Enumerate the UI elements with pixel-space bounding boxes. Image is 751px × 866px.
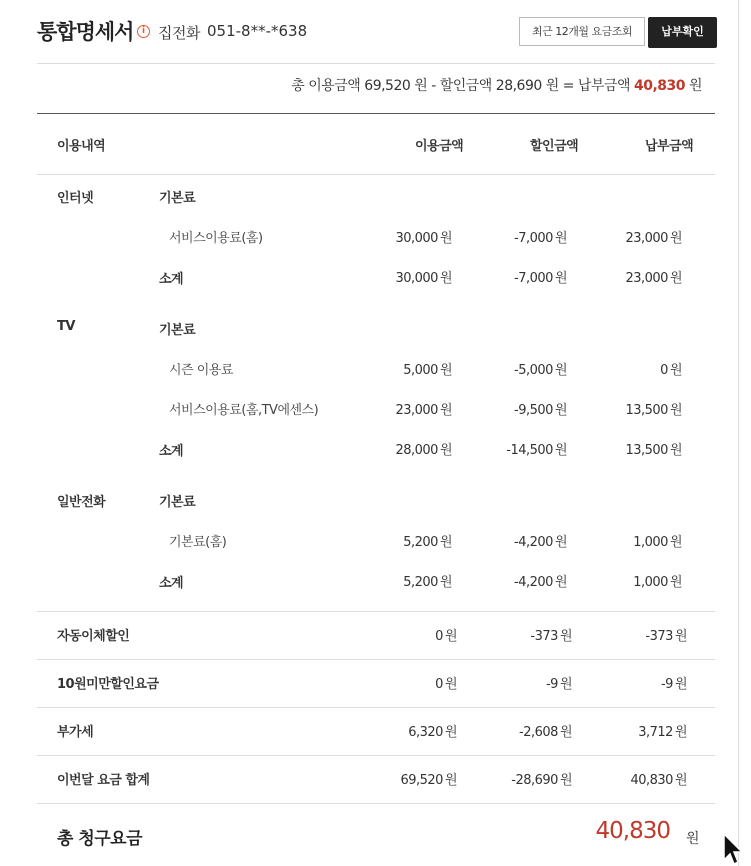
payment-amount-value: 1,000	[633, 535, 668, 550]
line-item-name: 시즌 이용료	[169, 363, 233, 378]
phone-type-label: 집전화	[158, 24, 200, 42]
group-label: 기본료	[159, 323, 196, 338]
payment-amount-value: -373	[645, 629, 673, 644]
subtotal-label: 소계	[159, 576, 184, 591]
usage-amount-value: 5,200	[403, 535, 438, 550]
phone-number: 051-8**-*638	[207, 22, 308, 40]
currency-unit: 원	[554, 271, 567, 286]
discount-amount	[546, 673, 572, 692]
grand-total-unit: 원	[686, 831, 700, 847]
currency-unit: 원	[669, 575, 682, 590]
currency-unit: 원	[444, 629, 457, 644]
discount-total-amount: 28,690	[495, 78, 542, 94]
currency-unit: 원	[559, 629, 572, 644]
payment-amount	[661, 673, 687, 692]
payment-amount	[633, 531, 682, 550]
payment-amount	[638, 721, 687, 740]
usage-amount-value: 69,520	[400, 773, 443, 788]
divider	[37, 174, 715, 175]
table-top-border	[37, 113, 715, 114]
subtotal-discount-value: -7,000	[514, 271, 553, 286]
currency-unit: 원	[669, 403, 682, 418]
currency-unit: 원	[439, 403, 452, 418]
subtotal-payment-value: 1,000	[633, 575, 668, 590]
group-label: 기본료	[159, 495, 196, 510]
category-label: 일반전화	[57, 495, 106, 510]
discount-amount	[514, 531, 567, 550]
divider	[37, 707, 715, 708]
discount-amount-value: -2,608	[519, 725, 558, 740]
usage-amount-value: 0	[435, 629, 443, 644]
col-header-usage: 이용금액	[415, 139, 464, 154]
statement-header	[37, 14, 715, 50]
minus-sign: -	[431, 78, 436, 94]
currency-unit: 원	[439, 535, 452, 550]
currency-unit: 원	[669, 363, 682, 378]
currency-unit: 원	[674, 677, 687, 692]
usage-total-label: 총 이용금액	[291, 78, 361, 94]
divider	[37, 659, 715, 660]
divider	[37, 63, 715, 64]
payment-confirm-button[interactable]: 납부확인	[648, 17, 717, 48]
payment-amount-value: 23,000	[625, 231, 668, 246]
subtotal-discount-value: -4,200	[514, 575, 553, 590]
discount-amount-value: -373	[530, 629, 558, 644]
currency-unit: 원	[559, 677, 572, 692]
payment-amount-value: 13,500	[625, 403, 668, 418]
currency-unit: 원	[674, 725, 687, 740]
amount-summary	[291, 75, 702, 95]
discount-amount	[530, 625, 572, 644]
line-item-name: 서비스이용료(홈,TV에센스)	[169, 403, 319, 418]
payment-amount	[645, 625, 687, 644]
currency-unit: 원	[669, 535, 682, 550]
usage-amount-value: 23,000	[395, 403, 438, 418]
usage-amount	[395, 399, 452, 418]
col-header-payment: 납부금액	[645, 139, 694, 154]
divider	[37, 755, 715, 756]
discount-amount	[514, 399, 567, 418]
divider	[37, 611, 715, 612]
payment-amount	[625, 399, 682, 418]
currency-unit: 원	[674, 629, 687, 644]
summary-row-label: 부가세	[57, 725, 94, 740]
summary-row-label: 10원미만할인요금	[57, 677, 159, 692]
subtotal-discount	[514, 571, 567, 590]
payment-amount-value: -9	[660, 677, 673, 692]
currency-unit: 원	[444, 725, 457, 740]
subtotal-payment	[633, 571, 682, 590]
grand-total-label: 총 청구요금	[57, 829, 143, 849]
grand-total-amount: 40,830	[595, 818, 670, 844]
currency-unit: 원	[559, 773, 572, 788]
usage-amount	[435, 625, 457, 644]
summary-row-label: 자동이체할인	[57, 629, 130, 644]
category-label: 인터넷	[57, 191, 94, 206]
discount-amount-value: -9	[545, 677, 558, 692]
currency-unit: 원	[545, 78, 559, 94]
currency-unit: 원	[669, 271, 682, 286]
currency-unit: 원	[444, 677, 457, 692]
subtotal-discount	[514, 267, 567, 286]
usage-amount	[403, 359, 452, 378]
currency-unit: 원	[439, 443, 452, 458]
discount-amount-value: -9,500	[514, 403, 553, 418]
subtotal-payment-value: 13,500	[625, 443, 668, 458]
subtotal-usage-value: 30,000	[395, 271, 438, 286]
category-label: TV	[57, 319, 75, 334]
currency-unit: 원	[439, 575, 452, 590]
usage-amount-value: 0	[435, 677, 443, 692]
currency-unit: 원	[439, 363, 452, 378]
subtotal-usage-value: 28,000	[395, 443, 438, 458]
currency-unit: 원	[554, 575, 567, 590]
discount-total-label: 할인금액	[439, 78, 492, 94]
subtotal-usage	[395, 439, 452, 458]
currency-unit: 원	[439, 231, 452, 246]
col-header-discount: 할인금액	[530, 139, 579, 154]
discount-amount-value: -4,200	[514, 535, 553, 550]
group-label: 기본료	[159, 191, 196, 206]
usage-amount	[400, 769, 457, 788]
currency-unit: 원	[554, 535, 567, 550]
subtotal-payment	[625, 267, 682, 286]
currency-unit: 원	[414, 78, 428, 94]
currency-unit: 원	[554, 403, 567, 418]
discount-amount	[514, 227, 567, 246]
subtotal-label: 소계	[159, 444, 184, 459]
currency-unit: 원	[554, 363, 567, 378]
usage-amount-value: 6,320	[408, 725, 443, 740]
payment-amount	[660, 359, 682, 378]
usage-amount-value: 5,000	[403, 363, 438, 378]
info-icon[interactable]: i	[137, 25, 150, 38]
currency-unit: 원	[444, 773, 457, 788]
usage-total-amount: 69,520	[364, 78, 411, 94]
currency-unit: 원	[688, 78, 702, 94]
subtotal-usage	[395, 267, 452, 286]
line-item-name: 서비스이용료(홈)	[169, 231, 263, 246]
currency-unit: 원	[674, 773, 687, 788]
col-header-detail: 이용내역	[57, 139, 106, 154]
currency-unit: 원	[554, 443, 567, 458]
usage-amount	[403, 531, 452, 550]
subtotal-usage	[403, 571, 452, 590]
currency-unit: 원	[439, 271, 452, 286]
discount-amount	[511, 769, 572, 788]
usage-amount-value: 30,000	[395, 231, 438, 246]
history-12-months-button[interactable]: 최근 12개월 요금조회	[519, 17, 645, 46]
payment-amount-value: 40,830	[630, 773, 673, 788]
discount-amount	[514, 359, 567, 378]
subtotal-payment-value: 23,000	[625, 271, 668, 286]
payment-amount-value: 0	[660, 363, 668, 378]
mouse-cursor-icon	[722, 832, 746, 866]
payment-amount	[625, 227, 682, 246]
subtotal-usage-value: 5,200	[403, 575, 438, 590]
pay-total-label: 납부금액	[577, 78, 631, 94]
usage-amount	[395, 227, 452, 246]
discount-amount-value: -7,000	[514, 231, 553, 246]
payment-amount-value: 3,712	[638, 725, 673, 740]
page-title: 통합명세서	[37, 20, 134, 44]
currency-unit: 원	[559, 725, 572, 740]
equals-sign: =	[562, 78, 574, 94]
line-item-name: 기본료(홈)	[169, 535, 227, 550]
payment-amount	[630, 769, 687, 788]
subtotal-discount	[506, 439, 567, 458]
currency-unit: 원	[669, 231, 682, 246]
discount-amount-value: -5,000	[514, 363, 553, 378]
discount-amount-value: -28,690	[511, 773, 558, 788]
usage-amount	[408, 721, 457, 740]
currency-unit: 원	[669, 443, 682, 458]
subtotal-discount-value: -14,500	[506, 443, 553, 458]
subtotal-label: 소계	[159, 272, 184, 287]
summary-row-label: 이번달 요금 합계	[57, 773, 150, 788]
usage-amount	[435, 673, 457, 692]
pay-total-amount: 40,830	[633, 78, 686, 94]
subtotal-payment	[625, 439, 682, 458]
divider	[37, 803, 715, 804]
currency-unit: 원	[554, 231, 567, 246]
discount-amount	[519, 721, 572, 740]
